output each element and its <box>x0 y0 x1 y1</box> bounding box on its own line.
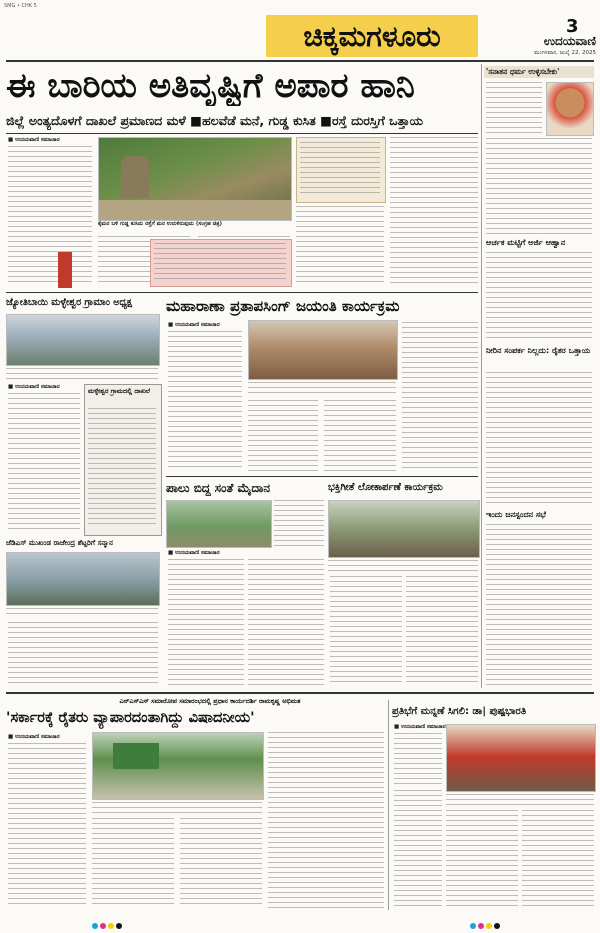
photo-tree-trunk <box>121 156 149 198</box>
bottom-right-photo <box>446 724 596 792</box>
side-box-text <box>88 408 156 528</box>
bottom-right-body-a <box>394 733 442 785</box>
bhakti-caption <box>328 560 478 572</box>
palu-headline: ಪಾಲು ಬಿದ್ದ ಸಂತೆ ಮೈದಾನ <box>166 481 271 495</box>
palu-dateline: ■ ಉದಯವಾಣಿ ಸಮಾಚಾರ <box>168 550 220 556</box>
page-number: 3 <box>566 16 579 37</box>
bottom-headline-right: ಪ್ರತಿಭೆಗೆ ಮನ್ನಣೆ ಸಿಗಲಿ: ಡಾ| ಪುಷ್ಪಭಾರತಿ <box>392 706 527 717</box>
bottom-right-dateline: ■ ಉದಯವಾಣಿ ಸಮಾಚಾರ <box>394 724 446 730</box>
bhakti-body-a <box>330 576 402 686</box>
bhakti-headline: ಭಕ್ತಿಗೀತೆ ಲೋಕಾರ್ಪಣೆ ಕಾರ್ಯಕ್ರಮ <box>328 482 443 493</box>
issue-date: ಮಂಗಳವಾರ, ಜುಲೈ 22, 2025 <box>534 50 596 56</box>
bottom-rule <box>6 692 594 694</box>
maharana-dateline: ■ ಉದಯವಾಣಿ ಸಮಾಚಾರ <box>168 322 220 328</box>
masthead-rule <box>6 60 594 62</box>
bottom-left-body-c <box>180 818 262 908</box>
banner-in-photo <box>113 743 159 769</box>
lead-divider <box>6 133 478 134</box>
bottom-headline-left: 'ಸರ್ಕಾರಕ್ಕೆ ರೈತರು ವ್ಯಾಪಾರದಂತಾಗಿದ್ದು ವಿಷಾದನೀಯ' <box>6 710 255 726</box>
palu-photo <box>166 500 272 548</box>
masthead-title: ಚಿಕ್ಕಮಗಳೂರು <box>303 19 441 53</box>
bottom-right-body-d <box>522 810 594 908</box>
maharana-body-c <box>324 400 396 472</box>
sidebar-column-title: 'ಸನಾತನ ಧರ್ಮ ಉಳ್ಳಿಸಬೇಕು' <box>486 67 560 76</box>
mid-rule-2 <box>166 476 478 477</box>
maharana-body-d <box>402 322 478 472</box>
masthead-tag: SMG • CHK 5 <box>4 3 37 9</box>
vertical-tab <box>58 252 72 288</box>
lead-subhead: ಜಿಲ್ಲೆ ಅಂತ್ಯದೊಳಗೆ ದಾಖಲೆ ಪ್ರಮಾಣದ ಮಳೆ ■ಹಲವೆಡೆ ಮನೆ, ಗುಡ್ಡ ಕುಸಿತ ■ರಸ್ತೆ ದುರಸ್ತಿಗೆ ಒತ್ತಾಯ <box>6 113 424 128</box>
palu-body-a <box>168 559 244 687</box>
sidebar-obit-title: ಅರ್ಚಕ ಮಟ್ಟಿಗೆ ಅರ್ಜಿ ಆಹ್ವಾನ <box>486 238 566 247</box>
lead-body-col4 <box>296 206 384 286</box>
lead-headline: ಈ ಬಾರಿಯ ಅತಿವೃಷ್ಟಿಗೆ ಅಪಾರ ಹಾನಿ <box>6 66 415 106</box>
lead-photo-caption: ಕೈಮರ ಬಳಿ ಗುಡ್ಡ ಕುಸಿದು ರಸ್ತೆಗೆ ಮರ ಉರುಳಿರುವುದು (ಸಂಗ್ರಹ ಚಿತ್ರ) <box>98 221 223 227</box>
jyotibai-photo <box>6 314 160 366</box>
bottom-right-body-c <box>446 810 518 908</box>
bottom-left-body-d <box>268 732 384 908</box>
maharana-body-a <box>168 331 242 471</box>
jyotibai-headline: ಜ್ಯೋತಿಬಾಯಿ ಮಳ್ಳೇಶ್ವರ ಗ್ರಾಮಾಂ ಅಧ್ಯಕ್ಷ <box>6 297 133 308</box>
bottom-left-dateline: ■ ಉದಯವಾಣಿ ಸಮಾಚಾರ <box>8 734 60 740</box>
palu-photo-note <box>274 500 324 546</box>
sidebar-body-1 <box>486 82 542 134</box>
side-box-title: ಮಳ್ಳೇಶ್ವರ ಗ್ರಾಮದಲ್ಲಿ ದಾಖಲೆ <box>88 387 151 395</box>
lead-body-col5 <box>390 137 478 287</box>
bottom-vertical-rule <box>388 700 389 910</box>
bottom-left-body-b <box>92 818 174 908</box>
bhakti-photo <box>328 500 480 558</box>
sidebar-body-5 <box>486 524 592 686</box>
lead-dateline: ■ ಉದಯವಾಣಿ ಸಮಾಚಾರ <box>8 137 60 143</box>
sidebar-body-4 <box>486 372 592 506</box>
jyotibai-dateline: ■ ಉದಯವಾಣಿ ಸಮಾಚಾರ <box>8 384 60 390</box>
bottom-right-caption <box>446 794 594 806</box>
maharana-body-b <box>248 400 318 472</box>
honor-body <box>8 622 158 686</box>
sidebar-body-2 <box>486 138 592 234</box>
bottom-left-caption <box>92 802 262 814</box>
honor-caption <box>6 608 158 618</box>
sidebar-body-3 <box>486 252 592 340</box>
honor-photo <box>6 552 160 606</box>
sidebar-left-rule <box>481 64 482 688</box>
maharana-caption <box>248 382 396 396</box>
bhakti-body-b <box>406 576 478 686</box>
bottom-left-body-a <box>8 743 86 907</box>
quote-text <box>300 142 380 194</box>
lead-photo <box>98 137 292 221</box>
sidebar-notice-title: ನೀರಿನ ಸಂಪರ್ಕ ನಿಲ್ಲದು: ರೈತರ ಒತ್ತಾಯ <box>486 346 591 355</box>
palu-body-b <box>248 559 324 687</box>
jyotibai-caption <box>6 368 158 380</box>
sidebar-meeting-title: ಇಂದು ಜನಸ್ಪಂದನ ಸಭೆ <box>486 510 546 519</box>
mid-rule <box>6 292 478 293</box>
lead-body-col1 <box>8 146 92 286</box>
registration-marks-right <box>470 914 502 933</box>
honor-headline: ಜೆಡಿಎಸ್ ಮುಖಂಡ ರಾಜೇಂದ್ರ ಶೆಟ್ಟರಿಗೆ ಸನ್ಮಾನ <box>6 538 113 547</box>
photo-ground <box>99 200 291 220</box>
bottom-right-body-b <box>394 790 442 908</box>
bottom-left-photo <box>92 732 264 800</box>
sidebar-portrait <box>546 82 594 136</box>
paper-name: ಉದಯವಾಣಿ <box>543 34 596 48</box>
bottom-kicker: ಎನ್‌ಎಸ್‌ಎಸ್ ಸಮಾರೋಪ ಸಮಾರಂಭದಲ್ಲಿ ಪ್ರಧಾನ ಕಾರ್ಯದರ್ಶಿ ರಾಮಕೃಷ್ಣ ಅಭಿಮತ <box>119 697 301 705</box>
pink-info-text <box>154 243 286 281</box>
maharana-photo <box>248 320 398 380</box>
maharana-headline: ಮಹಾರಾಣಾ ಪ್ರತಾಪಸಿಂಗ್ ಜಯಂತಿ ಕಾರ್ಯಕ್ರಮ <box>166 297 400 315</box>
registration-marks <box>92 914 124 933</box>
jyotibai-body-a <box>8 393 80 533</box>
